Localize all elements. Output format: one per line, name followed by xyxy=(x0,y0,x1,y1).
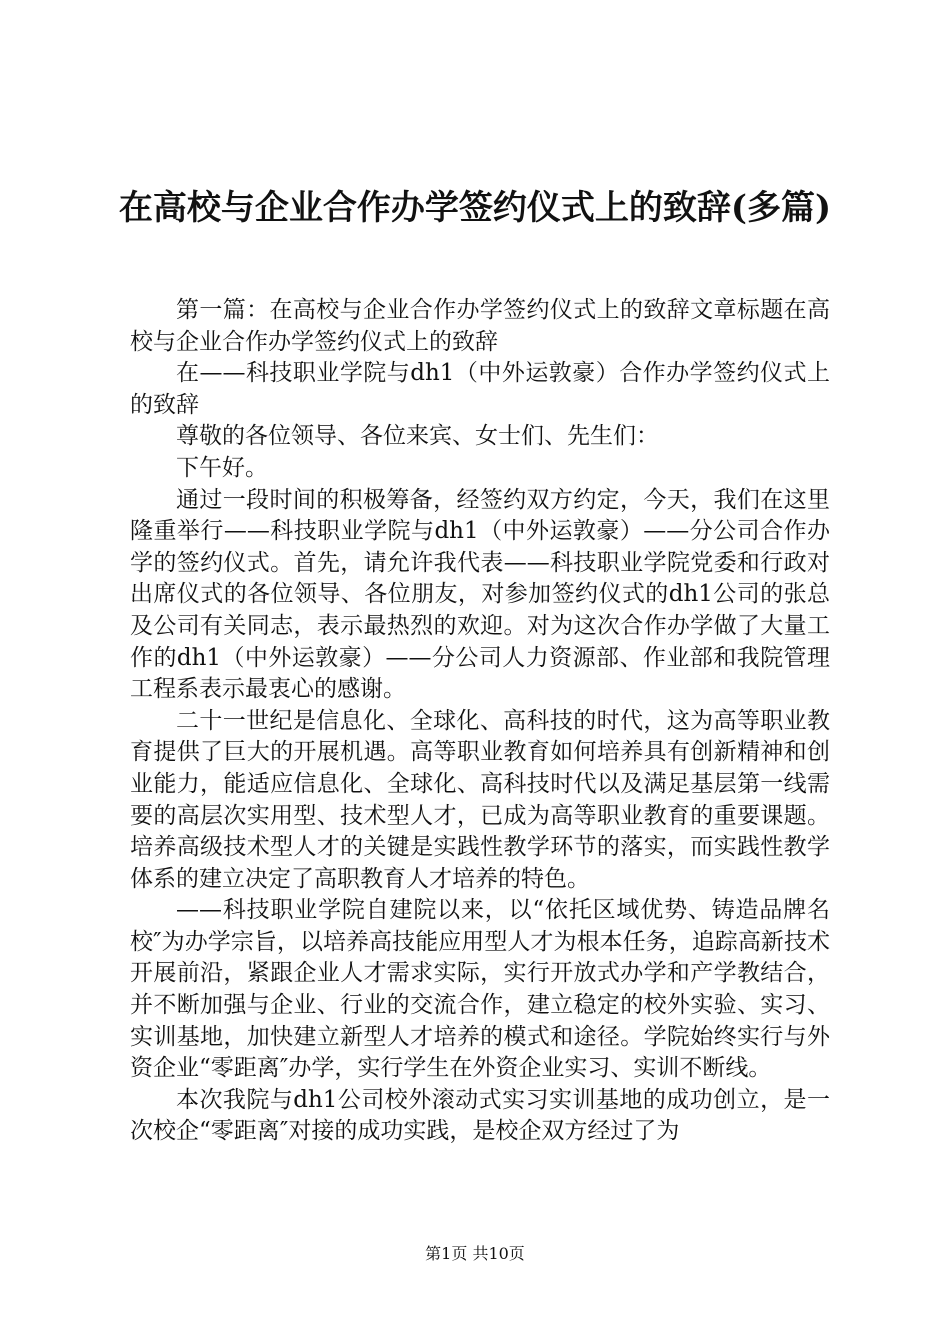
paragraph: 本次我院与dh1公司校外滚动式实习实训基地的成功创立，是一次校企“零距离″对接的成功实践，是校企双方经过了为 xyxy=(130,1086,830,1145)
paragraph: 下午好。 xyxy=(176,454,268,481)
page-number-footer: 第1页 共10页 xyxy=(425,1244,525,1263)
paragraph: 在——科技职业学院与dh1（中外运敦豪）合作办学签约仪式上的致辞 xyxy=(130,360,830,418)
paragraph: 尊敬的各位领导、各位来宾、女士们、先生们： xyxy=(176,423,659,450)
paragraph: 第一篇：在高校与企业合作办学签约仪式上的致辞文章标题在高校与企业合作办学签约仪式上的致辞 xyxy=(130,297,830,355)
document-body xyxy=(130,295,830,1148)
paragraph: 通过一段时间的积极筹备，经签约双方约定，今天，我们在这里隆重举行——科技职业学院与dh1（中外运敦豪）——分公司合作办学的签约仪式。首先，请允许我代表——科技职业学院党委和行政对出席仪式的各位领导、各位朋友，对参加签约仪式的dh1公司的张总及公司有关同志，表示最热烈的欢迎。对为这次合作办学做了大量工作的dh1（中外运敦豪）——分公司人力资源部、作业部和我院管理工程系表示最衷心的感谢。 xyxy=(130,486,830,703)
paragraph: 二十一世纪是信息化、全球化、高科技的时代，这为高等职业教育提供了巨大的开展机遇。高等职业教育如何培养具有创新精神和创业能力，能适应信息化、全球化、高科技时代以及满足基层第一线需要的高层次实用型、技术型人才，已成为高等职业教育的重要课题。培养高级技术型人才的关键是实践性教学环节的落实，而实践性教学体系的建立决定了高职教育人才培养的特色。 xyxy=(130,707,830,892)
paragraph: ——科技职业学院自建院以来，以“依托区域优势、铸造品牌名校″为办学宗旨，以培养高技能应用型人才为根本任务，追踪高新技术开展前沿，紧跟企业人才需求实际，实行开放式办学和产学教结合，并不断加强与企业、行业的交流合作，建立稳定的校外实验、实习、实训基地，加快建立新型人才培养的模式和途径。学院始终实行与外资企业“零距离″办学，实行学生在外资企业实习、实训不断线。 xyxy=(130,897,830,1082)
document-title: 在高校与企业合作办学签约仪式上的致辞(多篇) xyxy=(118,188,832,228)
